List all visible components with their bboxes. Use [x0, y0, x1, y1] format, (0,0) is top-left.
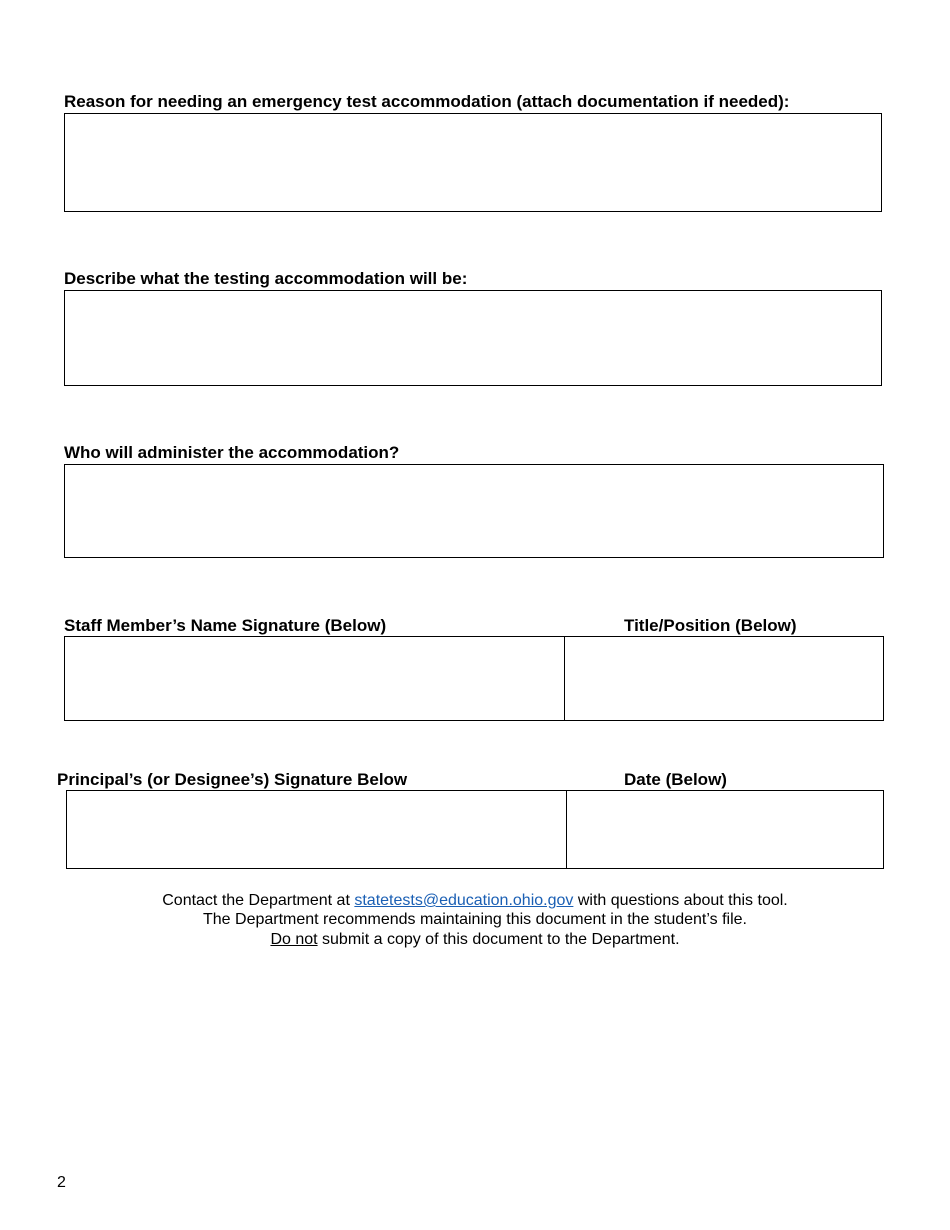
principal-signature-label: Principal’s (or Designee’s) Signature Below — [57, 770, 408, 789]
footer-contact-prefix: Contact the Department at — [162, 892, 355, 909]
date-field[interactable] — [566, 790, 884, 869]
footer-submit-line — [0, 930, 950, 950]
staff-name-field[interactable] — [64, 636, 565, 721]
footer-recommendation-line: The Department recommends maintaining this document in the student’s file. — [203, 911, 747, 928]
staff-title-field[interactable] — [564, 636, 884, 721]
describe-field[interactable] — [64, 290, 882, 386]
describe-label: Describe what the testing accommodation will be: — [64, 269, 468, 288]
footer-contact-line — [0, 891, 950, 911]
date-label: Date (Below) — [624, 770, 727, 789]
page-number: 2 — [57, 1174, 66, 1191]
administer-label: Who will administer the accommodation? — [64, 443, 400, 462]
staff-name-label: Staff Member’s Name Signature (Below) — [64, 616, 387, 635]
reason-field[interactable] — [64, 113, 882, 212]
reason-label: Reason for needing an emergency test accommodation (attach documentation if needed): — [64, 92, 790, 111]
principal-signature-field[interactable] — [66, 790, 567, 869]
footer-do-not: Do not — [270, 931, 318, 948]
footer-submit-rest: submit a copy of this document to the Department. — [317, 931, 680, 948]
footer-contact-suffix: with questions about this tool. — [573, 892, 788, 909]
email-link[interactable]: statetests@education.ohio.gov — [354, 892, 574, 909]
administer-field[interactable] — [64, 464, 884, 558]
staff-title-label: Title/Position (Below) — [624, 616, 797, 635]
